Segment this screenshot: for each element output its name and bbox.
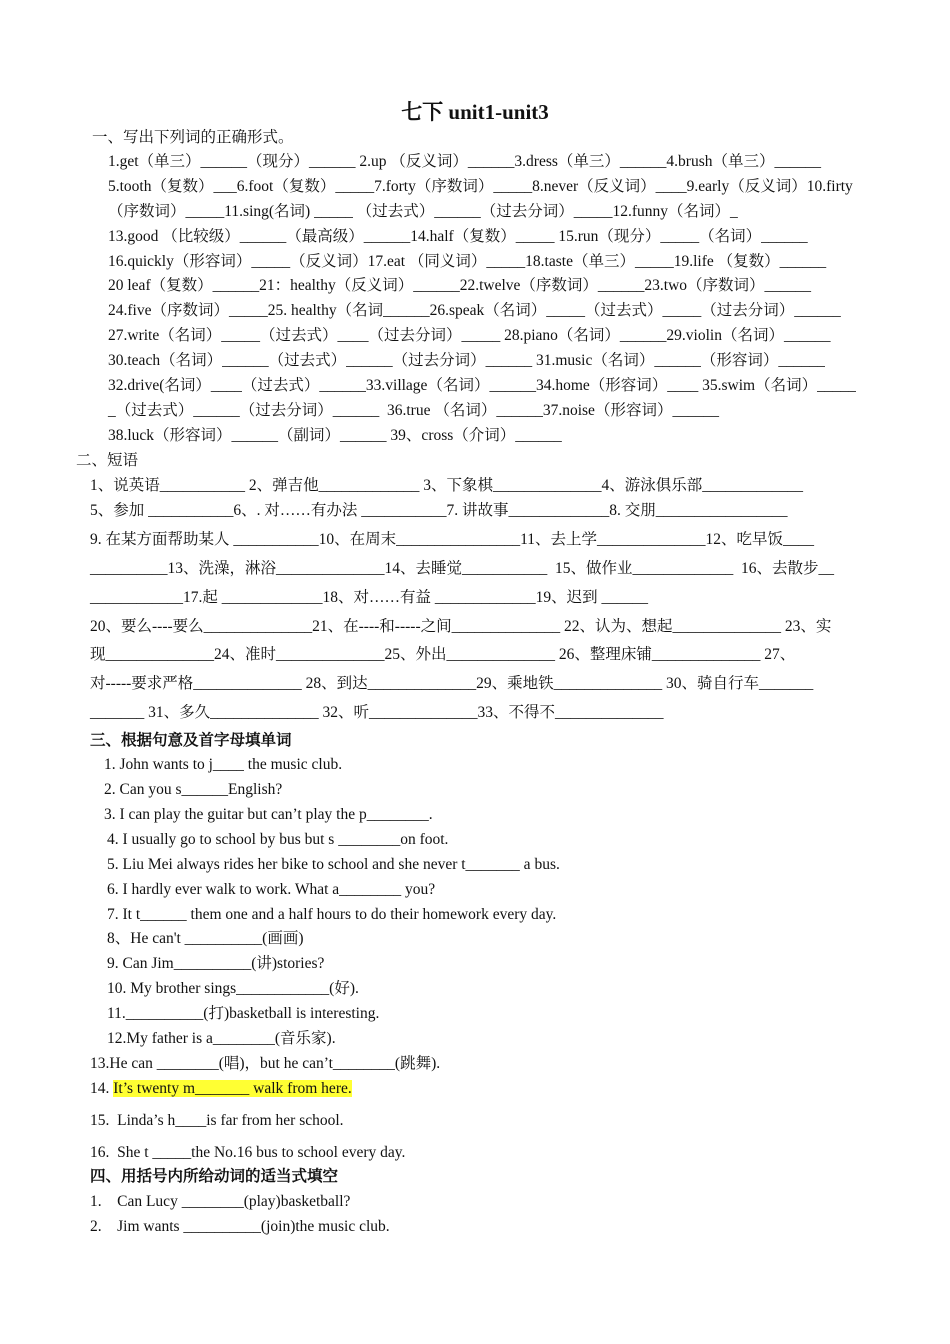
worksheet-line: __________13、洗澡，淋浴______________14、去睡觉___________ 15、做作业_____________ 16、去散步__ bbox=[90, 560, 835, 577]
worksheet-line: 32.drive(名词）____（过去式）______33.village（名词）______34.home（形容词）____ 35.swim（名词）_____ bbox=[108, 377, 856, 394]
worksheet-line: 对-----要求严格______________ 28、到达______________29、乘地铁______________ 30、骑自行车_______ bbox=[90, 675, 814, 692]
worksheet-line: 16. She t _____the No.16 bus to school every day. bbox=[90, 1144, 406, 1161]
worksheet-line: 13.good （比较级）______（最高级）______14.half（复数）_____ 15.run（现分）_____（名词）______ bbox=[108, 228, 808, 245]
worksheet-line: 1. Can Lucy ________(play)basketball? bbox=[90, 1193, 351, 1210]
question-14-number: 14. bbox=[90, 1080, 114, 1097]
worksheet-line: 20、要么----要么______________21、在----和-----之间______________ 22、认为、想起______________ 23、实 bbox=[90, 618, 832, 635]
worksheet-line: 6. I hardly ever walk to work. What a________ you? bbox=[107, 881, 436, 898]
worksheet-line: 11.__________(打)basketball is interesting. bbox=[107, 1005, 380, 1022]
worksheet-line: 9. Can Jim__________(讲)stories? bbox=[107, 955, 325, 972]
worksheet-line: 9. 在某方面帮助某人 ___________10、在周末________________11、去上学______________12、吃早饭____ bbox=[90, 531, 815, 548]
worksheet-line: 2. Can you s______English? bbox=[104, 781, 283, 798]
worksheet-line: 一、写出下列词的正确形式。 bbox=[92, 129, 294, 146]
worksheet-line: 2. Jim wants __________(join)the music club. bbox=[90, 1218, 390, 1235]
worksheet-line: 38.luck（形容词）______（副词）______ 39、cross（介词）______ bbox=[108, 427, 562, 444]
worksheet-line: 1.get（单三）______（现分）______ 2.up （反义词）______3.dress（单三）______4.brush（单三）______ bbox=[108, 153, 821, 170]
section-heading: 三、根据句意及首字母填单词 bbox=[90, 732, 292, 749]
worksheet-line: 二、短语 bbox=[76, 452, 139, 469]
worksheet-line: 8、He can't __________(画画) bbox=[107, 930, 304, 947]
worksheet-line: 12.My father is a________(音乐家). bbox=[107, 1030, 336, 1047]
worksheet-line: 5.tooth（复数）___6.foot（复数）_____7.forty（序数词）_____8.never（反义词）____9.early（反义词）10.firty bbox=[108, 178, 853, 195]
question-14 bbox=[90, 1079, 352, 1099]
worksheet-line: 5、参加 ___________6、. 对……有办法 ___________7. 讲故事_____________8. 交朋_________________ bbox=[90, 502, 788, 519]
highlighted-sentence: It’s twenty m_______ walk from here. bbox=[113, 1080, 352, 1097]
worksheet-line: 24.five（序数词）_____25. healthy（名词______26.speak（名词）_____（过去式）_____（过去分词）______ bbox=[108, 302, 841, 319]
worksheet-line: _______ 31、多久______________ 32、听______________33、不得不______________ bbox=[90, 704, 664, 721]
worksheet-line: 5. Liu Mei always rides her bike to school and she never t_______ a bus. bbox=[107, 856, 560, 873]
worksheet-line: ____________17.起 _____________18、对……有益 _____________19、迟到 ______ bbox=[90, 589, 649, 606]
worksheet-line: 15. Linda’s h____is far from her school. bbox=[90, 1112, 344, 1129]
worksheet-line: 现______________24、准时______________25、外出______________ 26、整理床铺______________ 27、 bbox=[90, 646, 796, 663]
worksheet-line: 27.write（名词）_____（过去式）____（过去分词）_____ 28.piano（名词）______29.violin（名词）______ bbox=[108, 327, 831, 344]
worksheet-line: 7. It t______ them one and a half hours to do their homework every day. bbox=[107, 906, 557, 923]
page-title: 七下 unit1-unit3 bbox=[401, 100, 549, 124]
worksheet-line: _（过去式）______（过去分词）______ 36.true （名词）______37.noise（形容词）______ bbox=[108, 402, 719, 419]
worksheet-line: 1、说英语___________ 2、弹吉他_____________ 3、下象棋______________4、游泳俱乐部_____________ bbox=[90, 477, 804, 494]
worksheet-line: 1. John wants to j____ the music club. bbox=[104, 756, 343, 773]
worksheet-line: 4. I usually go to school by bus but s ________on foot. bbox=[107, 831, 449, 848]
worksheet-line: 13.He can ________(唱)，but he can’t________(跳舞). bbox=[90, 1055, 441, 1072]
worksheet-line: （序数词）_____11.sing(名词) _____ （过去式）______（过去分词）_____12.funny（名词）_ bbox=[108, 203, 738, 220]
worksheet-line: 16.quickly（形容词）_____（反义词）17.eat （同义词）_____18.taste（单三）_____19.life （复数）______ bbox=[108, 253, 827, 270]
worksheet-line: 20 leaf（复数）______21：healthy（反义词）______22.twelve（序数词）______23.two（序数词）______ bbox=[108, 277, 812, 294]
worksheet-line: 30.teach（名词）______（过去式）______（过去分词）______ 31.music（名词）______（形容词）______ bbox=[108, 352, 825, 369]
worksheet-line: 3. I can play the guitar but can’t play the p________. bbox=[104, 806, 433, 823]
worksheet-line: 10. My brother sings____________(好). bbox=[107, 980, 359, 997]
section-heading: 四、用括号内所给动词的适当式填空 bbox=[90, 1168, 339, 1185]
